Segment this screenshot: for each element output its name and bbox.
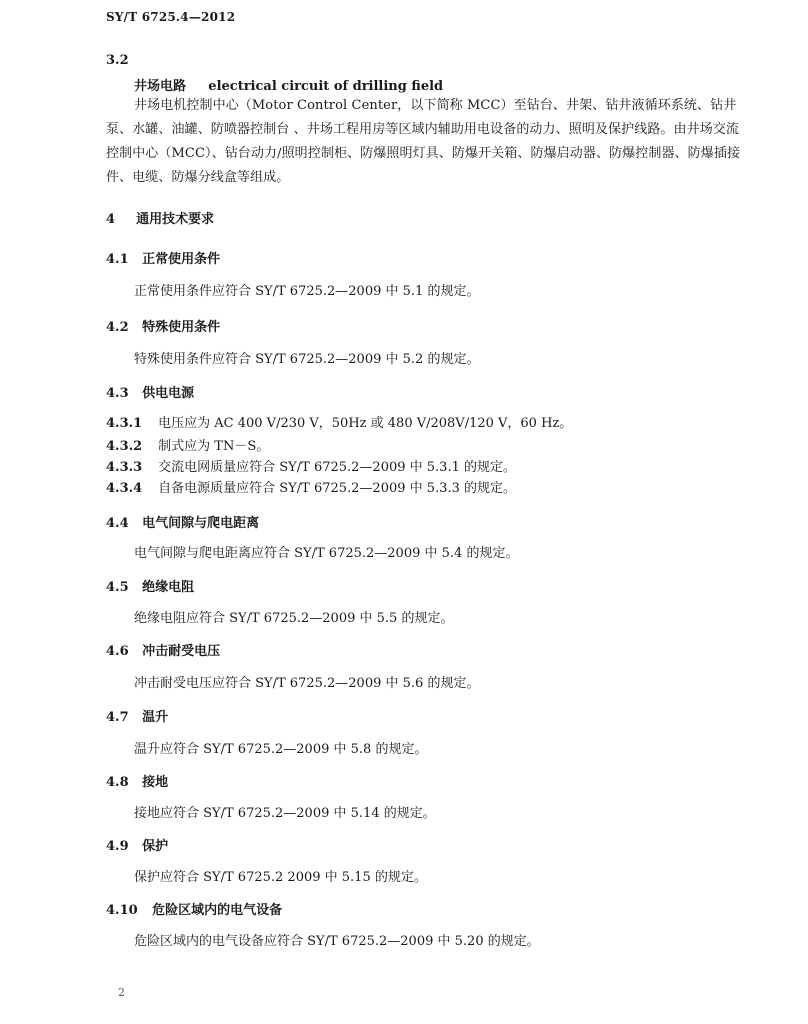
section-text: 接地应符合 SY/T 6725.2—2009 中 5.14 的规定。 <box>134 806 436 821</box>
term-title-cn: 井场电路 <box>134 79 187 94</box>
section-number: 4.6 <box>106 644 129 659</box>
section-title: 危险区域内的电气设备 <box>152 903 283 918</box>
term-definition: 井场电机控制中心（Motor Control Center，以下简称 MCC）至钻台、井架、钻井液循环系统、钻井泵、水罐、油罐、防喷器控制台 、井场工程用房等区域内辅助用电设备的动力、照明及保护线路。由井场交流控制中心（MCC）、钻台动力/照明控制柜、防爆照明灯具、防爆开关箱、防爆启动器、防爆控制器、防爆插接件、电缆、防爆分线盒等组成。 <box>106 98 741 185</box>
section-heading <box>106 382 194 401</box>
subsection-number: 4.3.3 <box>106 460 143 475</box>
section-title: 温升 <box>142 710 169 725</box>
section-text: 温升应符合 SY/T 6725.2—2009 中 5.8 的规定。 <box>134 742 428 757</box>
section-number: 4.7 <box>106 710 129 725</box>
section-number: 4.9 <box>106 839 129 854</box>
subsection-row <box>106 435 269 454</box>
section-text: 电气间隙与爬电距离应符合 SY/T 6725.2—2009 中 5.4 的规定。 <box>134 546 519 561</box>
subsection-row <box>106 456 516 475</box>
section-heading <box>106 316 220 335</box>
chapter-heading <box>106 208 214 227</box>
section-text: 正常使用条件应符合 SY/T 6725.2—2009 中 5.1 的规定。 <box>134 284 480 299</box>
section-text: 危险区域内的电气设备应符合 SY/T 6725.2—2009 中 5.20 的规定。 <box>134 934 540 949</box>
section-title: 保护 <box>142 839 169 854</box>
section-title: 接地 <box>142 775 169 790</box>
page-number: 2 <box>118 986 125 999</box>
section-title: 电气间隙与爬电距离 <box>142 516 260 531</box>
subsection-row <box>106 412 572 431</box>
subsection-number: 4.3.2 <box>106 439 143 454</box>
subsection-text: 自备电源质量应符合 SY/T 6725.2—2009 中 5.3.3 的规定。 <box>158 481 516 496</box>
section-text: 冲击耐受电压应符合 SY/T 6725.2—2009 中 5.6 的规定。 <box>134 676 480 691</box>
section-heading <box>106 771 168 790</box>
subsection-row <box>106 477 516 496</box>
section-title: 正常使用条件 <box>142 252 221 267</box>
section-number: 4.5 <box>106 580 129 595</box>
section-text: 绝缘电阻应符合 SY/T 6725.2—2009 中 5.5 的规定。 <box>134 611 454 626</box>
section-number: 4.10 <box>106 903 138 918</box>
section-title: 绝缘电阻 <box>142 580 195 595</box>
section-text: 保护应符合 SY/T 6725.2 2009 中 5.15 的规定。 <box>134 870 427 885</box>
subsection-number: 4.3.4 <box>106 481 143 496</box>
section-heading <box>106 512 259 531</box>
standard-header: SY/T 6725.4—2012 <box>106 10 236 24</box>
section-title: 供电电源 <box>142 386 195 401</box>
section-heading <box>106 835 168 854</box>
section-heading <box>106 576 194 595</box>
section-number: 4.8 <box>106 775 129 790</box>
term-title <box>134 75 443 94</box>
section-title: 特殊使用条件 <box>142 320 221 335</box>
term-title-en: electrical circuit of drilling field <box>208 79 444 94</box>
section-number: 4.2 <box>106 320 129 335</box>
section-heading <box>106 640 220 659</box>
subsection-number: 4.3.1 <box>106 416 143 431</box>
section-number: 4.1 <box>106 252 129 267</box>
section-number: 4.3 <box>106 386 129 401</box>
section-heading <box>106 248 220 267</box>
section-heading <box>106 899 282 918</box>
section-title: 冲击耐受电压 <box>142 644 221 659</box>
subsection-text: 交流电网质量应符合 SY/T 6725.2—2009 中 5.3.1 的规定。 <box>158 460 516 475</box>
chapter-title: 通用技术要求 <box>136 212 215 227</box>
subsection-text: 电压应为 AC 400 V/230 V，50Hz 或 480 V/208V/120 V，60 Hz。 <box>158 416 573 431</box>
section-text: 特殊使用条件应符合 SY/T 6725.2—2009 中 5.2 的规定。 <box>134 352 480 367</box>
section-number: 4.4 <box>106 516 129 531</box>
section-heading <box>106 706 168 725</box>
subsection-text: 制式应为 TN－S。 <box>158 439 270 454</box>
chapter-number: 4 <box>106 212 116 227</box>
term-number: 3.2 <box>106 53 129 68</box>
